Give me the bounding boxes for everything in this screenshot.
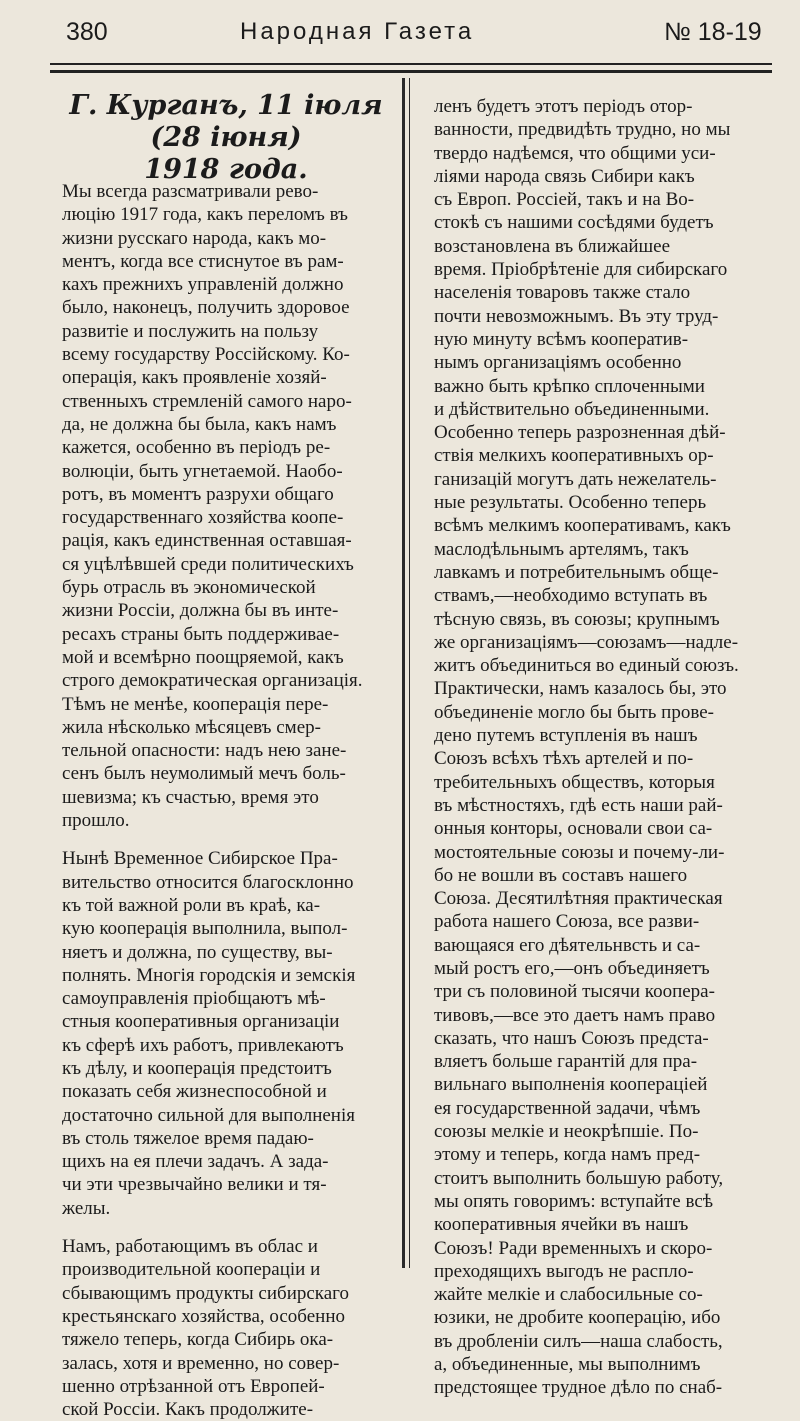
text-line: да, не должна бы была, какъ намъ [62,413,337,435]
text-line: требительныхъ обществъ, которыя [434,771,715,793]
text-line: Тѣмъ не менѣе, кооперація пере- [62,693,329,715]
text-line: развитіе и послужить на пользу [62,320,319,342]
text-line: тѣсную связь, въ союзы; крупнымъ [434,608,720,630]
text-line: самоуправленія пріобщаютъ мѣ- [62,988,326,1010]
right-column-text [434,95,772,1400]
text-line: люцію 1917 года, какъ переломъ въ [62,204,348,226]
text-line: въ дробленіи силъ—наша слабость, [434,1330,723,1352]
text-line: маслодѣльнымъ артелямъ, такъ [434,538,689,560]
text-line: сбывающимъ продукты сибирскаго [62,1282,349,1304]
text-line: вающаяся его дѣятельнвсть и са- [434,934,701,956]
text-line: союзы мелкіе и неокрѣпшіе. По- [434,1121,699,1143]
paragraph-2 [62,847,388,1220]
text-line: достаточно сильной для выполненія [62,1104,355,1126]
text-line: три съ половиной тысячи коопера- [434,981,715,1003]
text-line: ротъ, въ моментъ разрухи общаго [62,483,334,505]
text-line: ные результаты. Особенно теперь [434,492,707,514]
text-line: Союза. Десятилѣтняя практическая [434,888,723,910]
article-headline [58,90,394,186]
text-line: ментъ, когда все стиснутое въ рам- [62,250,344,272]
text-line: чи эти чрезвычайно велики и тя- [62,1174,327,1196]
page-header [0,0,800,66]
text-line: кажется, особенно въ періодъ ре- [62,437,331,459]
text-line: полнять. Многія городскія и земскія [62,964,356,986]
text-line: няетъ и должна, по существу, вы- [62,941,333,963]
text-line: къ дѣлу, и кооперація предстоитъ [62,1057,332,1079]
text-line: ся уцѣлѣвшей среди политическихъ [62,553,354,575]
paragraph-1 [62,180,388,832]
text-line: всему государству Россійскому. Ко- [62,344,350,366]
text-line: ственныхъ стремленій самого наро- [62,390,352,412]
text-line: ную минуту всѣмъ кооператив- [434,328,689,350]
text-line: Практически, намъ казалось бы, это [434,678,727,700]
text-line: мой и всемѣрно поощряемой, какъ [62,646,344,668]
text-line: показать себя жизнеспособной и [62,1081,327,1103]
text-line: вительство относится благосклонно [62,871,354,893]
text-line: стныя кооперативныя организаціи [62,1011,340,1033]
text-line: ствія мелкихъ кооперативныхъ ор- [434,445,714,467]
text-line: Мы всегда разсматривали рево- [62,181,319,202]
text-line: тяжело теперь, когда Сибирь ока- [62,1329,334,1351]
text-line: ея государственной задачи, чѣмъ [434,1097,701,1119]
text-line: юзики, не дробите кооперацію, ибо [434,1307,721,1329]
text-line: объединеніе могло бы быть прове- [434,701,714,723]
text-line: шевизма; къ счастью, время это [62,786,319,808]
headline-line-1: Г. Курганъ, 11 іюля (28 іюня) [69,90,383,153]
text-line: тельной опасности: надъ нею зане- [62,740,347,762]
text-line: населенія товаровъ также стало [434,282,691,304]
text-line: жизни Россіи, должна бы въ инте- [62,600,339,622]
text-line: преходящихъ выгодъ не распло- [434,1260,694,1282]
text-line: Нынѣ Временное Сибирское Пра- [62,848,338,870]
text-line: нымъ организаціямъ особенно [434,352,682,374]
text-line: волюціи, быть угнетаемой. Наобо- [62,460,343,482]
text-line: съ Европ. Россіей, такъ и на Во- [434,189,695,211]
right-column [434,95,772,1400]
text-line: въ столь тяжелое время падаю- [62,1127,314,1149]
text-line: дено путемъ вступленія въ нашъ [434,725,698,747]
newspaper-title: Народная Газета [240,18,475,45]
text-line: было, наконецъ, получить здоровое [62,297,350,319]
headline-line-2: 1918 года. [144,154,308,185]
text-line: бо не вошли въ составъ нашего [434,864,688,886]
text-line: же организаціямъ—союзамъ—надле- [434,631,739,653]
text-line: ганизацій могутъ дать нежелатель- [434,468,717,490]
text-line: мый ростъ его,—онъ объединяетъ [434,957,710,979]
header-rule [50,63,772,65]
text-line: сенъ былъ неумолимый мечъ боль- [62,763,346,785]
text-line: кую кооперація выполнила, выпол- [62,918,348,940]
header-rule-thick [50,70,772,73]
text-line: кахъ прежнихъ управленій должно [62,274,344,296]
text-line: предстоящее трудное дѣло по снаб- [434,1377,723,1399]
text-line: возстановлена въ ближайшее [434,235,671,257]
text-line: Союзъ! Ради временныхъ и скоро- [434,1237,713,1259]
text-line: работа нашего Союза, все разви- [434,911,700,933]
text-line: ліями народа связь Сибири какъ [434,165,695,187]
text-line: строго демократическая организація. [62,670,363,692]
text-line: жайте мелкіе и слабосильные со- [434,1284,703,1306]
column-divider [402,78,405,1268]
text-line: лавкамъ и потребительнымъ обще- [434,561,719,583]
paragraph-3 [62,1235,388,1421]
text-line: операція, какъ проявленіе хозяй- [62,367,327,389]
text-line: стокѣ съ нашими сосѣдями будетъ [434,212,714,234]
text-line: Намъ, работающимъ въ облас и [62,1236,318,1258]
text-line: вильнаго выполненія коопераціей [434,1074,708,1096]
text-line: бурь отрасль въ экономической [62,577,316,599]
text-line: тивовъ,—все это даетъ намъ право [434,1004,716,1026]
text-line: производительной коопераціи и [62,1259,321,1281]
text-line: а, объединенные, мы выполнимъ [434,1354,701,1376]
text-line: стоитъ выполнить большую работу, [434,1167,724,1189]
text-line: шенно отрѣзанной отъ Европей- [62,1375,325,1397]
text-line: желы. [62,1197,111,1219]
text-line: къ сферѣ ихъ работъ, привлекаютъ [62,1034,344,1056]
text-line: жизни русскаго народа, какъ мо- [62,227,327,249]
text-line: Особенно теперь разрозненная дѣй- [434,422,726,444]
text-line: рація, какъ единственная оставшая- [62,530,352,552]
text-line: всѣмъ мелкимъ кооперативамъ, какъ [434,515,731,537]
text-line: этому и теперь, когда намъ пред- [434,1144,701,1166]
text-line: кооперативныя ячейки въ нашъ [434,1214,689,1236]
text-line: государственнаго хозяйства коопе- [62,507,344,529]
text-line: онныя конторы, основали свои са- [434,818,713,840]
text-line: ванности, предвидѣть трудно, но мы [434,119,731,141]
text-line: твердо надѣемся, что общими уси- [434,142,716,164]
text-line: и дѣйствительно объединенными. [434,398,710,420]
text-line: важно быть крѣпко сплоченными [434,375,705,397]
text-line: жила нѣсколько мѣсяцевъ смер- [62,716,321,738]
text-line: сказать, что нашъ Союзъ предста- [434,1027,709,1049]
issue-number: № 18-19 [664,18,762,46]
text-line: крестьянскаго хозяйства, особенно [62,1305,345,1327]
text-line: мы опять говоримъ: вступайте всѣ [434,1190,714,1212]
text-line: залась, хотя и временно, но совер- [62,1352,340,1374]
left-column [62,180,388,1421]
text-line: щихъ на ея плечи задачъ. А зада- [62,1151,329,1173]
page-number: 380 [66,18,108,46]
text-line: почти невозможнымъ. Въ эту труд- [434,305,719,327]
text-line: прошло. [62,810,130,832]
text-line: мостоятельные союзы и почему-ли- [434,841,725,863]
text-line: вляетъ больше гарантій для пра- [434,1051,698,1073]
text-line: ской Россіи. Какъ продолжите- [62,1399,314,1421]
text-line: къ той важной роли въ краѣ, ка- [62,894,321,916]
text-line: время. Пріобрѣтеніе для сибирскаго [434,259,728,281]
text-line: житъ объединиться во единый союзъ. [434,655,739,677]
text-line: ленъ будетъ этотъ періодъ отор- [434,96,693,117]
text-line: ствамъ,—необходимо вступать въ [434,585,708,607]
text-line: Союзъ всѣхъ тѣхъ артелей и по- [434,748,694,770]
text-line: въ мѣстностяхъ, гдѣ есть наши рай- [434,794,723,816]
column-divider-thin [409,78,410,1268]
text-line: ресахъ страны быть поддерживае- [62,623,340,645]
